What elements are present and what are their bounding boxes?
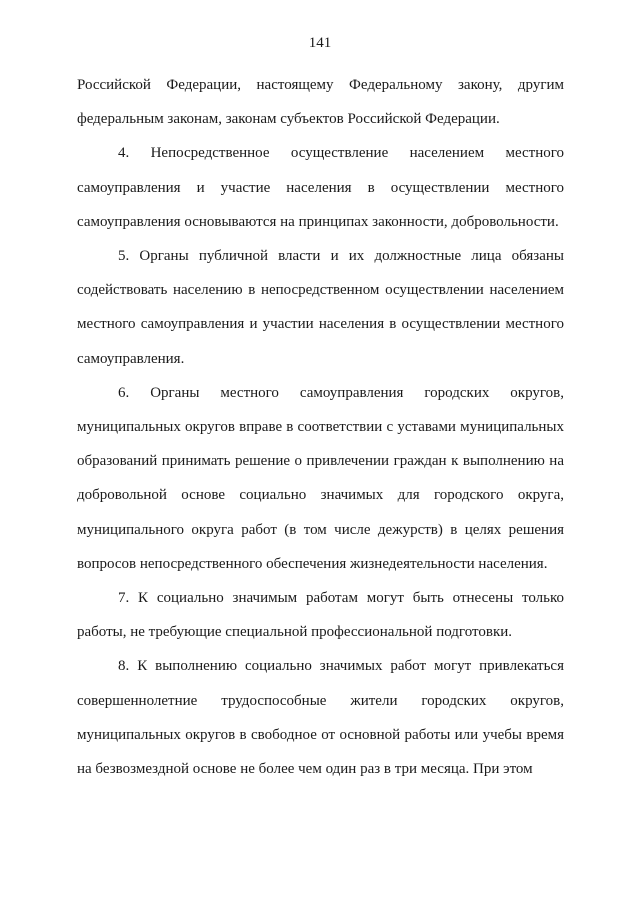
paragraph-6: 6. Органы местного самоуправления городских округов, муниципальных округов вправе в соответствии с уставами муниципальных образований принимать решение о привлечении граждан к выполнению на добровольной основе социально значимых для городского округа, муниципального округа работ (в том числе дежурств) в целях решения вопросов непосредственного обеспечения жизнедеятельности населения. bbox=[77, 384, 564, 572]
paragraph-7: 7. К социально значимым работам могут быть отнесены только работы, не требующие специальной профессиональной подготовки. bbox=[77, 590, 564, 641]
page-number: 141 bbox=[308, 35, 332, 51]
paragraph-4: 4. Непосредственное осуществление населением местного самоуправления и участие населения в осуществлении местного самоуправления основываются на принципах законности, добровольности. bbox=[77, 145, 564, 230]
document-body bbox=[77, 68, 564, 786]
paragraph-8: 8. К выполнению социально значимых работ могут привлекаться совершеннолетние трудоспособные жители городских округов, муниципальных округов в свободное от основной работы или учебы время на безвозмездной основе не более чем один раз в три месяца. При этом bbox=[77, 658, 564, 778]
paragraph-5: 5. Органы публичной власти и их должностные лица обязаны содействовать населению в непосредственном осуществлении населением местного самоуправления и участии населения в осуществлении местного самоуправления. bbox=[77, 248, 564, 367]
paragraph-continuation: Российской Федерации, настоящему Федеральному закону, другим федеральным законам, законам субъектов Российской Федерации. bbox=[77, 77, 564, 128]
